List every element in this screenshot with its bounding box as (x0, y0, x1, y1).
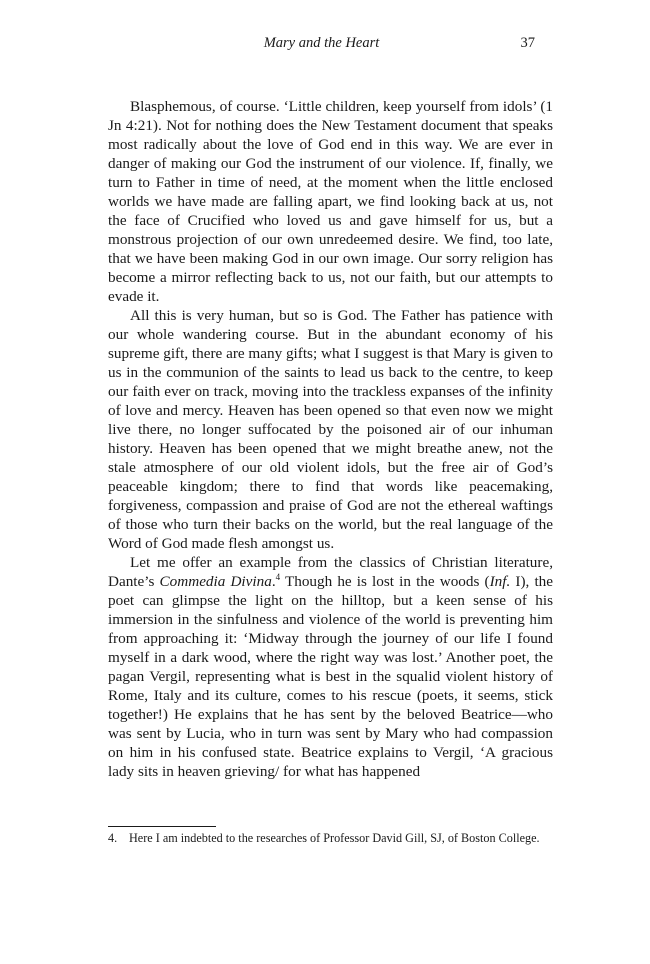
footnote-rule (108, 826, 216, 827)
paragraph-3-text-d: I), the poet can glimpse the light on the hilltop, but a keen sense of his immersion in the sinfulness and violence of the world is preventing him from approaching it: ‘Midway through the journey of our life I found myself in a dark wood, where the right way was lost.’ Another poet, the pagan Vergil, representing what is best in the squalid violent history of Rome, Italy and its culture, comes to his rescue (poets, it seems, stick together!) He explains that he has sent by the beloved Beatrice—who was sent by Lucia, who in turn was sent by Mary who had compassion on him in his confused state. Beatrice explains to Vergil, ‘A gracious lady sits in heaven grieving/ for what has happened (108, 573, 554, 780)
body-text (108, 97, 553, 781)
footnote-reference[interactable]: 4 (275, 571, 281, 582)
citation-abbrev: Inf. (489, 573, 511, 590)
running-head (108, 35, 535, 57)
paragraph-3 (108, 553, 553, 781)
footnote-number: 4. (108, 831, 118, 845)
paragraph-1: Blasphemous, of course. ‘Little children, keep yourself from idols’ (1 Jn 4:21). Not for nothing does the New Testament document that speaks most radically about the love of God end in this way. We are ever in danger of making our God the instrument of our violence. If, finally, we turn to Father in time of need, at the moment when the little enclosed worlds we have made are falling apart, we find looking back at us, not the face of Crucified who loved us and gave himself for us, but a monstrous projection of our own unredeemed desire. We find, too late, that we have been making God in our own image. Our sorry religion has become a mirror reflecting back to us, not our faith, but our attempts to evade it. (108, 98, 553, 305)
running-title: Mary and the Heart (263, 35, 380, 51)
paragraph-3-text-c: Though he is lost in the woods ( (280, 573, 490, 590)
footnote-text: Here I am indebted to the researches of Professor David Gill, SJ, of Boston College. (129, 831, 540, 845)
work-title: Commedia Divina (159, 573, 272, 590)
paragraph-2: All this is very human, but so is God. The Father has patience with our whole wandering course. But in the abundant economy of his supreme gift, there are many gifts; what I suggest is that Mary is given to us in the communion of the saints to lead us back to the centre, to keep our faith ever on track, moving into the trackless expanses of the infinity of love and mercy. Heaven has been opened so that even now we might live there, no longer suffocated by the poisoned air of our inhuman history. Heaven has been opened that we might breathe anew, not the stale atmosphere of our old violent idols, but the free air of God’s peaceable kingdom; there to find that words like peacemaking, forgiveness, compassion and praise of God are not the ethereal waftings of those who turn their backs on the world, but the real language of the Word of God made flesh amongst us. (108, 307, 553, 552)
page-number: 37 (520, 35, 535, 51)
footnote (108, 830, 553, 847)
paragraph-3-text-b: . (271, 573, 276, 590)
paragraph-3-text-a: Let me offer an example from the classics of Christian literature, Dante’s (108, 554, 553, 590)
